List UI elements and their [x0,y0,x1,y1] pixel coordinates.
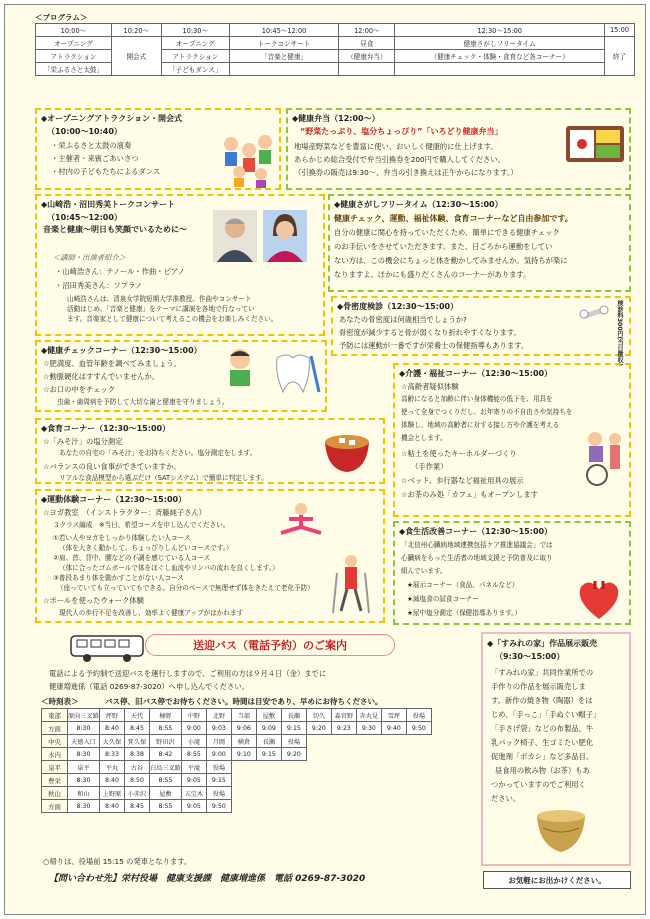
bus-time: 8:42 [149,748,181,761]
bone-icon [579,304,609,324]
care-item: ☆粘土を使ったキーホルダーづくり [401,449,517,458]
footer-badge [483,871,631,889]
exercise-line: ☆ポールを使ったウォーク体験 [43,596,144,605]
care-item: （手作業） [411,462,448,471]
bone-fee-note: 検診料300円(当日徴収) [616,300,623,367]
bus-time: 8:30 [68,722,100,735]
bus-time: 9:15 [256,748,281,761]
bus-stop: 屋敷 [149,787,181,800]
program-time: 10:45～12:00 [229,24,339,37]
bus-stop: 役場 [206,787,231,800]
route-name: 豊栄 [42,774,68,787]
bus-title: 送迎バス（電話予約）のご案内 [193,639,347,652]
route-name: 泉平 [42,761,68,774]
opening-title: ◆オープニングアトラクション・開会式 [41,114,183,123]
sumire-line: つかっていますのでご利用く [491,780,586,789]
bento-box-icon [564,118,626,166]
exercise-title: ◆運動体験コーナー（12:30～15:00） [41,495,187,504]
bus-time: 9:09 [256,722,281,735]
route-name: 方面 [42,800,68,813]
program-cell: 「子どもダンス」 [161,63,229,76]
route-name: 方面 [42,722,68,735]
program-cell: 「栄ふるさと太鼓」 [36,63,112,76]
concert-person: ・山崎浩さん：テノール・作曲・ピアノ [55,267,185,276]
diet-title: ◆食生活改善コーナー（12:30～15:00） [399,527,553,536]
program-time: 15:00 [604,24,634,37]
bus-line: 健康増進係（電話 0269-87-3020）へ申し込んでください。 [49,682,249,691]
bus-time: 9:10 [231,748,256,761]
numata-photo [263,210,307,262]
bone-line: 予防には運動が一番ですが栄養士の保健指導もあります。 [339,341,529,350]
bus-stop: 当部 [231,709,256,722]
bus-time: 8:55 [181,748,206,761]
miso-soup-icon [321,426,373,476]
exercise-section [35,489,385,623]
bus-stop: 役場 [281,735,306,748]
pottery-bowl-icon [533,806,589,856]
opening-time: （10:00～10:40） [47,127,122,136]
bus-time: 9:05 [181,774,206,787]
bento-subtitle: “野菜たっぷり、塩分ちょっぴり”「いろどり健康弁当」 [300,127,503,136]
program-time: 12:30～15:00 [395,24,605,37]
bone-title: ◆骨密度検診（12:30～15:00） [337,302,459,311]
exercise-line: ３クラス編成 ※当日、希望コースを申し込んでください。 [53,521,230,529]
check-note: 虫歯・歯周病を予防して大切な歯と健康を守りましょう。 [57,398,229,406]
food-line: リアルな食品模型から選ぶだけ（SATシステム）で簡単に判定します。 [59,474,268,482]
bus-time: 8:30 [68,800,100,813]
program-table [35,23,635,76]
bus-time: 9:40 [381,722,406,735]
diet-item: ★減塩食の試食コーナー [407,595,479,603]
bus-time: 8:55 [149,774,181,787]
bus-stop: 天徳入口 [68,735,100,748]
bus-time: 9:05 [181,800,206,813]
care-section [393,363,631,517]
opening-line: ・村内の子どもたちによるダンス [51,167,161,176]
bus-timetable [41,708,432,813]
bento-line: 地場産野菜などを豊富に使い、おいしく健康的に仕上げます。 [294,142,498,151]
exercise-line: 現代人の歩行不足を改善し、効率よく健康アップがはかれます [59,609,244,617]
route-times-row [42,748,432,761]
bone-line: 骨密度が減少すると骨が弱くなり折れやすくなります。 [339,328,521,337]
care-title: ◆介護・福祉コーナー（12:30～15:00） [399,369,553,378]
program-time: 10:30～ [161,24,229,37]
food-line: ☆バランスの良い食事ができていますか。 [43,462,181,471]
program-cell: アトラクション [161,50,229,63]
concert-title: ◆山崎浩・沼田秀美トークコンサート [41,200,175,209]
concert-subtitle: 音楽と健康～明日も笑顔でいるために～ [43,225,187,234]
bus-stop: 天代 [124,709,149,722]
bus-stop: 白鳥三叉路 [149,761,181,774]
program-cell: （健康チェック・体験・食育など各コーナー） [395,50,605,63]
diet-item: ★展示コーナー（食品、パネルなど） [407,581,519,589]
bus-time: 9:50 [206,800,231,813]
bus-stop: 長瀬 [256,735,281,748]
sumire-line: じめ、「手っこ」「手ぬぐい帽子」 [491,710,601,719]
sumire-line: 乳パック椅子、生ゴミたい肥化 [491,738,594,747]
bus-stop: 切久 [306,709,331,722]
food-title: ◆食育コーナー（12:30～15:00） [41,424,171,433]
concert-section [35,194,325,336]
sumire-time: （9:30～15:00） [495,652,565,661]
care-line: 高齢になると加齢に伴い身体機能の低下を、用具を [401,395,553,403]
route-name: 秋山 [42,787,68,800]
exercise-course: （座っていても立っていてもできる。自分のペースで無理せず体をきたえて老化予防） [57,584,314,592]
exercise-line: ☆ヨガ教室 （インストラクター：斉藤純子さん） [43,508,207,517]
route-stops-row [42,787,432,800]
program-time: 10:20～ [111,24,161,37]
exercise-course: （体に合ったゴムボールで体をほぐし血流やリンパの流れを良くします。） [59,564,279,572]
route-times-row [42,800,432,813]
bus-stop: 赤丸見 [356,709,381,722]
check-line: ☆お口の中をチェック [43,385,115,394]
yamazaki-photo [213,210,257,262]
exercise-course: （体を大きく動かして、ちょっぴりしんどいコースです。） [59,544,233,552]
bus-stop: 森宮野 [331,709,356,722]
freetime-subtitle: 健康チェック、運動、福祉体験、食育コーナーなど自由参加です。 [334,214,573,223]
bus-stop: 原向三叉路 [68,709,100,722]
bus-time: 8:45 [124,722,149,735]
concert-time: （10:45～12:00） [47,213,122,222]
route-stops-row [42,761,432,774]
bus-time: 8:38 [124,748,149,761]
bento-title: ◆健康弁当（12:00～） [292,114,380,123]
bus-stop: 横倉 [231,735,256,748]
tooth-icon [271,352,321,398]
route-name: 水内 [42,748,68,761]
bone-line: あなたの骨密度は何歳相当でしょうか? [339,315,467,324]
program-cell: 終了 [604,37,634,76]
bus-stop: 平丸 [99,761,124,774]
bus-stop: 長瀬 [281,709,306,722]
bus-icon [69,632,147,664]
sumire-line: 手作りの作品を展示販売しま [491,682,586,691]
route-times-row [42,774,432,787]
food-line: ☆「みそ汁」の塩分測定 [43,437,123,446]
diet-item: ★尿中塩分測定（保健指導あります。） [407,609,522,617]
bus-time: 8:40 [99,722,124,735]
care-line: 体験し、地域の高齢者に対する接し方や介護を考える [401,421,560,429]
freetime-line: なりますよ。ほかにも盛りだくさんのコーナーがあります。 [334,270,531,279]
bus-time: 8:55 [149,722,181,735]
concert-intro: ＜講師・出演者紹介＞ [53,253,126,262]
care-item: ☆お茶のみ処「カフェ」もオープンします [401,490,538,499]
bus-time: 8:30 [68,748,100,761]
bus-time: 9:15 [281,722,306,735]
flyer-page [4,4,646,915]
bus-time: 9:20 [306,722,331,735]
program-cell: オープニング [36,37,112,50]
concert-line: ます。音楽家として健康について考えるこの機会をお楽しみください。 [67,315,278,323]
bus-stop: 月岡 [206,735,231,748]
concert-line: 活動はじめ、「音楽と健康」をテーマに講演を各地で行なってい [67,305,255,313]
care-line: 機会とします。 [401,434,447,442]
route-name: 中央 [42,735,68,748]
food-section [35,418,385,484]
sumire-line: 促進剤「ボカシ」など多品目。 [491,752,594,761]
opening-section [35,108,281,190]
bus-time: 9:30 [356,722,381,735]
bus-time: 8:45 [124,800,149,813]
bus-time: 9:06 [231,722,256,735]
contact-info: 【問い合わせ先】栄村役場 健康支援課 健康増進係 電話 0269-87-3020 [49,874,366,884]
return-note: ○帰りは、役場前 15:15 の発車となります。 [43,857,192,866]
opening-line: ・主催者・来賓ごあいさつ [51,154,139,163]
bus-time: 9:03 [206,722,231,735]
diet-section [393,521,631,625]
program-cell [395,63,605,76]
bus-stop: 泉平 [68,761,100,774]
bus-stop: 箕久保 [124,735,149,748]
children-dancing-icon [217,132,277,188]
sumire-line: 「手さげ袋」などの布製品、牛 [491,724,594,733]
heart-icon [573,575,625,623]
bus-stop: 極野 [149,709,181,722]
program-cell: オープニング [161,37,229,50]
program-cell [339,63,395,76]
concert-line: 山崎浩さんは、清泉女学院短期大学准教授。作曲やコンサート [67,295,252,303]
check-section [35,340,327,412]
bus-time: 9:23 [331,722,356,735]
bus-stop: 雪坪 [381,709,406,722]
bus-stop: 小滝 [181,735,206,748]
bus-stop: 野田沢 [149,735,181,748]
bus-line: 電話による予約制で送迎バスを運行しますので、ご利用の方は９月４日（金）までに [49,669,327,678]
freetime-title: ◆健康さがしフリータイム（12:30～15:00） [334,200,503,209]
bus-stop: 役場 [406,709,431,722]
boy-icon [223,346,257,388]
program-cell: 「音楽と健康」 [229,50,339,63]
bus-time: 9:00 [181,722,206,735]
sumire-line: ださい。 [491,794,521,803]
bus-stop: 北野 [206,709,231,722]
sumire-line: 「すみれの家」共同作業所での [491,668,594,677]
program-label: ＜プログラム＞ [35,13,88,22]
bus-time: 8:30 [68,774,100,787]
bus-stop: 役場 [206,761,231,774]
program-time: 12:00～ [339,24,395,37]
bus-stop: 古谷 [124,761,149,774]
bus-stop: 坪野 [99,709,124,722]
footer-badge-text: お気軽にお出かけください。 [508,876,606,885]
program-cell: 健康さがしフリータイム [395,37,605,50]
opening-line: ・栄ふるさと太鼓の演奏 [51,141,132,150]
freetime-line: 自分の健康に関心を持っていただくため、簡単にできる健康チェック [334,228,560,237]
bus-time: 9:15 [206,774,231,787]
program-times-row [36,24,635,37]
sumire-title: ◆「すみれの家」作品展示販売 [487,639,598,648]
freetime-section [328,194,631,292]
wheelchair-icon [579,429,625,487]
timetable-note: バス停、旧バス停でお待ちください。時間は目安であり、早めにお待ちください。 [105,697,383,706]
program-cell [229,63,339,76]
check-line: ☆動脈硬化はすすんでいませんか。 [43,372,160,381]
diet-line: 組んでいます。 [401,567,447,575]
bus-time: 8:55 [149,800,181,813]
program-cell: （健康弁当） [339,50,395,63]
route-stops-row [42,709,432,722]
exercise-course: ③普段あまり体を動かすことがない人コース [53,574,184,582]
program-time: 10:00～ [36,24,112,37]
sumire-line: す。新作の焼き物（陶器）をは [491,696,593,705]
route-times-row [42,722,432,735]
care-item: ☆高齢者疑似体験 [401,382,459,391]
diet-line: 心臓病をもった生活者の地域支援と予防普及に取り [401,554,553,562]
food-line: あなたの自宅の「みそ汁」をお持ちください。塩分測定をします。 [59,449,257,457]
sumire-section [481,632,631,866]
freetime-line: のお手伝いをさせていただきます。また、日ごろから運動をしてい [334,242,553,251]
program-cell: アトラクション [36,50,112,63]
bone-section [331,296,631,367]
bus-title-banner [145,634,395,656]
bus-stop: 和山 [68,787,100,800]
care-line: 使って全身でつくりだし、お年寄りの不自由さや気持ちを [401,408,573,416]
program-row [36,37,635,50]
program-cell: 開会式 [111,37,161,76]
concert-person: ・沼田秀美さん：ソプラノ [55,281,143,290]
freetime-line: ない方は、この機会にちょっと体を動かしてみませんか。気持ちが楽に [334,256,568,265]
route-stops-row [42,735,432,748]
exercise-course: ②肩、首、背中、腰などの不調を感じている人コース [53,554,211,562]
bus-time: 8:40 [99,774,124,787]
sumire-line: 昼食用の飲み物（お茶）もあ [495,766,590,775]
program-cell: 昼食 [339,37,395,50]
bus-stop: 平滝 [181,761,206,774]
bento-section [286,108,631,190]
bus-time: 8:50 [124,774,149,787]
bus-time: 8:40 [99,800,124,813]
bus-time: 9:20 [281,748,306,761]
route-name: 東部 [42,709,68,722]
bento-line: （引換券の販売は9:30～、弁当の引き換えは正午からになります。） [294,168,518,177]
bus-stop: 屋敷 [256,709,281,722]
check-line: ☆肥満度、血管年齢を調べてみましょう。 [43,359,181,368]
pole-walking-icon [331,553,371,615]
diet-line: 「北信州心臓病地域連携包括ケア推進協議会」では [401,541,553,549]
bus-stop: 上野原 [99,787,124,800]
bus-stop: 五宝木 [181,787,206,800]
bus-stop: 大久保 [99,735,124,748]
timetable-label: ＜時刻表＞ [41,697,79,706]
bus-stop: 小赤沢 [124,787,149,800]
exercise-course: ①若い人やヨガをしっかり体験したい人コース [53,534,191,542]
bento-line: あらかじめ総合受付で弁当引換券を200円で購入してください。 [294,155,505,164]
bus-stop: 中野 [181,709,206,722]
bus-time: 8:33 [99,748,124,761]
care-item: ☆ベッド、歩行器など福祉用具の展示 [401,476,524,485]
check-title: ◆健康チェックコーナー（12:30～15:00） [41,346,202,355]
bus-time: 9:50 [406,722,431,735]
bus-time: 9:00 [206,748,231,761]
program-cell: トークコンサート [229,37,339,50]
yoga-woman-icon [273,501,329,535]
